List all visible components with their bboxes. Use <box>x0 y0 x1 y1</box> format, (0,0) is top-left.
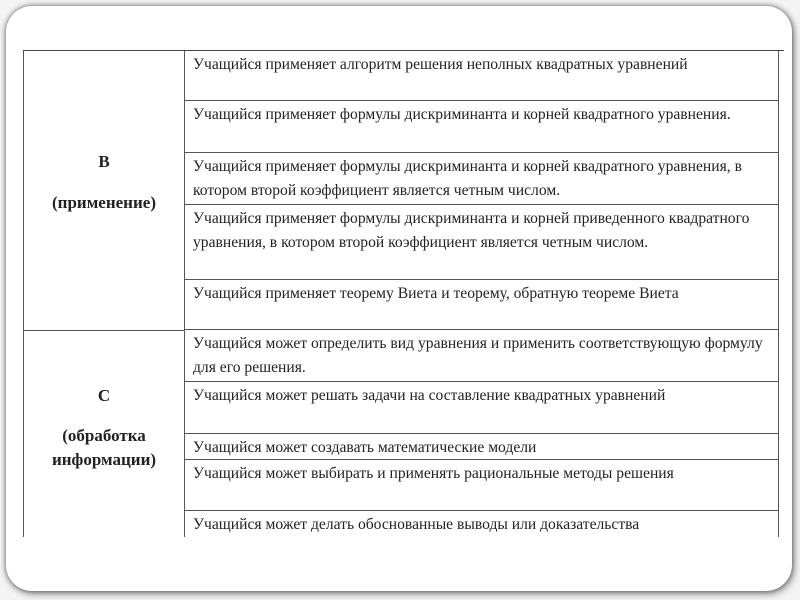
descriptor-cell: Учащийся может делать обоснованные выводы или доказательства <box>185 511 779 537</box>
level-name: (обработка информации) <box>51 426 157 469</box>
level-code: B <box>98 152 110 171</box>
descriptor-cell: Учащийся применяет формулы дискриминанта и корней приведенного квадратного уравнения, в котором второй коэффициент является четным числом. <box>185 205 779 280</box>
level-code: C <box>97 386 111 405</box>
descriptor-cell: Учащийся может определить вид уравнения и применить соответствующую формулу для его решения. <box>185 330 779 382</box>
criteria-table <box>23 50 784 537</box>
descriptor-cell: Учащийся может создавать математические модели <box>185 434 779 460</box>
slide <box>6 6 792 591</box>
descriptor-cell: Учащийся применяет теорему Виета и теорему, обратную теореме Виета <box>185 280 779 330</box>
descriptor-cell: Учащийся применяет формулы дискриминанта и корней квадратного уравнения. <box>185 101 779 153</box>
level-name: (применение) <box>52 193 156 212</box>
level-column <box>24 51 185 537</box>
descriptor-cell: Учащийся применяет формулы дискриминанта и корней квадратного уравнения, в котором второй коэффициент является четным числом. <box>185 153 779 205</box>
descriptor-cell: Учащийся может решать задачи на составление квадратных уравнений <box>185 382 779 434</box>
level-group-c <box>24 330 184 537</box>
descriptor-cell: Учащийся может выбирать и применять рациональные методы решения <box>185 460 779 511</box>
descriptor-cell: Учащийся применяет алгоритм решения неполных квадратных уравнений <box>185 51 779 101</box>
descriptor-column <box>185 51 783 537</box>
level-group-b <box>24 51 184 331</box>
